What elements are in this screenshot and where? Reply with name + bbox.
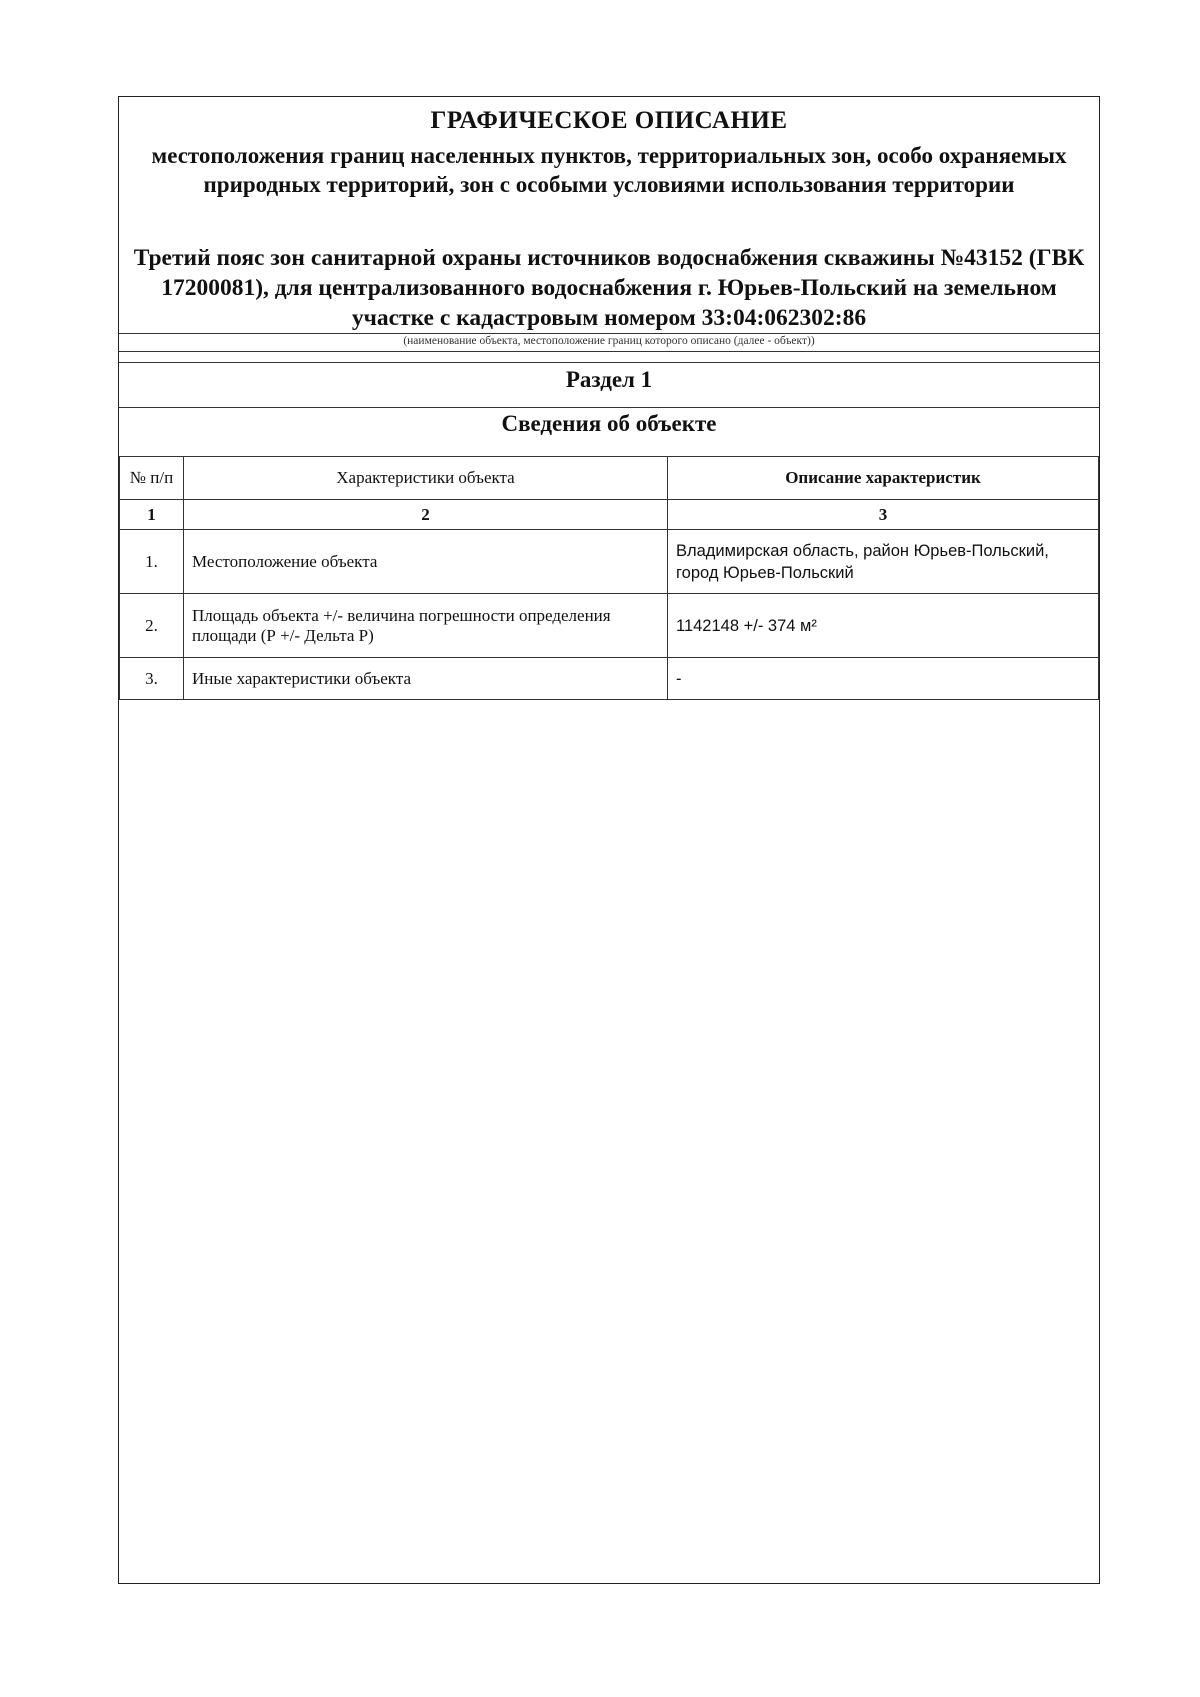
divider: [119, 407, 1099, 408]
row-number: 3.: [120, 658, 184, 700]
object-info-table: [119, 456, 1099, 700]
row-number: 2.: [120, 594, 184, 658]
table-index-row: [120, 500, 1099, 530]
object-name: Третий пояс зон санитарной охраны источников водоснабжения скважины №43152 (ГВК 17200081), для централизованного водоснабжения г. Юрьев-Польский на земельном участке с кадастровым номером 33:04:062302:86: [133, 245, 1085, 331]
table-row: [120, 530, 1099, 594]
divider: [119, 333, 1099, 334]
header-description: Описание характеристик: [668, 457, 1099, 500]
header-characteristic: Характеристики объекта: [184, 457, 668, 500]
divider: [119, 351, 1099, 352]
row-description: 1142148 +/- 374 м²: [668, 594, 1099, 658]
object-caption: (наименование объекта, местоположение границ которого описано (далее - объект)): [403, 335, 815, 347]
index-cell: 3: [668, 500, 1099, 530]
row-characteristic: Площадь объекта +/- величина погрешности определения площади (Р +/- Дельта Р): [184, 594, 668, 658]
row-characteristic: Местоположение объекта: [184, 530, 668, 594]
header-number: № п/п: [120, 457, 184, 500]
row-description: Владимирская область, район Юрьев-Польский, город Юрьев-Польский: [668, 530, 1099, 594]
title-block: [119, 97, 1099, 335]
row-characteristic: Иные характеристики объекта: [184, 658, 668, 700]
table-header-row: [120, 457, 1099, 500]
row-description: -: [668, 658, 1099, 700]
section-title: Раздел 1: [565, 367, 653, 392]
document-subtitle: местоположения границ населенных пунктов, территориальных зон, особо охраняемых природных территорий, зон с особыми условиями использования территории: [151, 143, 1067, 197]
index-cell: 2: [184, 500, 668, 530]
table-row: [120, 594, 1099, 658]
document-frame: [118, 96, 1100, 1584]
row-number: 1.: [120, 530, 184, 594]
section-subtitle: Сведения об объекте: [501, 411, 717, 436]
table-row: [120, 658, 1099, 700]
document-title: ГРАФИЧЕСКОЕ ОПИСАНИЕ: [430, 107, 788, 134]
index-cell: 1: [120, 500, 184, 530]
divider: [119, 362, 1099, 363]
